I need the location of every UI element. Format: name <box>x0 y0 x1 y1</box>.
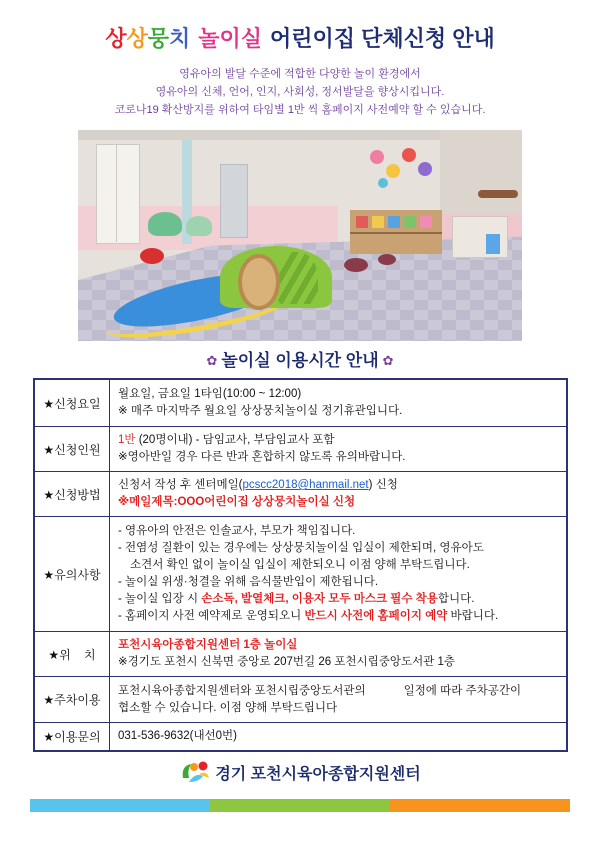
photo-flower-decor <box>370 150 384 164</box>
content-text: 협소할 수 있습니다. 이점 양해 부탁드립니다 <box>118 701 338 714</box>
content-line <box>118 574 560 591</box>
highlight-text: 1반 <box>118 434 136 446</box>
row-content <box>110 723 566 750</box>
highlight-text: 포천시육아종합지원센터 1층 놀이실 <box>118 639 298 651</box>
content-text: - 영유아의 안전은 인솔교사, 부모가 책임집니다. <box>118 525 356 537</box>
content-line <box>118 432 560 449</box>
photo-elephant-decor <box>148 212 182 236</box>
row-label: ★신청인원 <box>35 427 110 471</box>
row-content <box>110 632 566 676</box>
footer <box>0 758 600 786</box>
row-content <box>110 677 566 722</box>
content-text: 신청서 작성 후 센터메일( <box>118 479 243 491</box>
highlight-text: ※메일제목:OOO어린이집 상상뭉치놀이실 신청 <box>118 496 356 508</box>
content-text: 바랍니다. <box>447 610 499 622</box>
row-label: ★위 치 <box>35 632 110 676</box>
photo-mound-stripes <box>278 252 318 304</box>
content-line <box>118 654 560 671</box>
content-text: ) 신청 <box>368 479 398 491</box>
title-char: 뭉 <box>147 26 169 51</box>
highlight-text: 반드시 사전에 홈페이지 예약 <box>304 610 448 622</box>
photo-flower-decor <box>378 178 388 188</box>
flower-icon: ✿ <box>382 353 394 368</box>
photo-door-split <box>116 144 117 242</box>
content-line <box>118 523 560 540</box>
organization-name: 경기 포천시육아종합지원센터 <box>215 765 421 783</box>
table-row <box>35 472 566 517</box>
content-text: (20명이내) - 담임교사, 부담임교사 포함 <box>135 434 335 446</box>
photo-flower-decor <box>386 164 400 178</box>
photo-toy <box>404 216 416 228</box>
photo-branch-decor <box>478 190 518 198</box>
section-heading-text: 놀이실 이용시간 안내 <box>221 351 379 370</box>
content-text: - 놀이실 입장 시 <box>118 593 202 605</box>
table-row <box>35 632 566 677</box>
flower-icon: ✿ <box>206 353 218 368</box>
bottom-color-bars <box>30 799 570 812</box>
table-row <box>35 380 566 427</box>
content-text: - 홈페이지 사전 예약제로 운영되오니 <box>118 610 305 622</box>
intro-text <box>0 65 600 119</box>
content-text: 합니다. <box>437 593 475 605</box>
intro-line: 코로나19 확산방지를 위하여 타임별 1반 씩 홈페이지 사전예약 할 수 있습니다. <box>114 104 486 116</box>
content-text: 일정에 따라 주차공간이 <box>403 684 522 697</box>
row-label: ★신청요일 <box>35 380 110 426</box>
photo-toy <box>420 216 432 228</box>
photo-elephant-decor <box>186 216 212 236</box>
photo-toy <box>372 216 384 228</box>
content-text: ※경기도 포천시 신북면 중앙로 207번길 26 포천시립중앙도서관 1층 <box>118 656 455 668</box>
row-content <box>110 517 566 631</box>
content-text: 월요일, 금요일 1타임(10:00 ~ 12:00) <box>118 388 302 400</box>
photo-shelf-board <box>350 232 442 234</box>
photo-door <box>96 144 140 244</box>
content-line <box>118 477 560 494</box>
title-rest: 어린이집 단체신청 안내 <box>270 26 495 51</box>
photo-window <box>220 164 248 238</box>
photo-flower-decor <box>402 148 416 162</box>
photo-round-seat <box>344 258 368 272</box>
playroom-photo <box>78 130 522 341</box>
photo-toy <box>388 216 400 228</box>
content-text: 포천시육아종합지원센터와 포천시립중앙도서관의 <box>118 684 366 697</box>
row-label: ★신청방법 <box>35 472 110 516</box>
content-line <box>118 683 560 700</box>
color-bar-orange <box>390 799 570 812</box>
content-line <box>118 591 560 608</box>
intro-line: 영유아의 신체, 언어, 인지, 사회성, 정서발달을 향상시킵니다. <box>155 86 445 98</box>
photo-round-seat <box>378 254 396 265</box>
title-brand <box>105 26 190 51</box>
color-bar-green <box>210 799 390 812</box>
row-label: ★이용문의 <box>35 723 110 750</box>
row-content <box>110 472 566 516</box>
email-link[interactable]: pcscc2018@hanmail.net <box>242 479 369 491</box>
title-char: 상 <box>105 26 127 51</box>
content-text: - 놀이실 위생·청결을 위해 음식물반입이 제한됩니다. <box>118 576 379 588</box>
table-row <box>35 517 566 632</box>
title-char: 치 <box>169 26 191 51</box>
content-line <box>118 728 560 745</box>
phone-number: 031-536-9632(내선0번) <box>118 730 237 742</box>
usage-info-table <box>33 378 568 752</box>
title-char: 상 <box>126 26 148 51</box>
content-line <box>118 637 560 654</box>
content-line <box>118 540 560 557</box>
content-text: - 전염성 질환이 있는 경우에는 상상뭉치놀이실 입실이 제한되며, 영유아도 <box>118 542 484 554</box>
color-bar-blue <box>30 799 210 812</box>
photo-flower-decor <box>418 162 432 176</box>
content-line <box>118 494 560 511</box>
content-line <box>118 386 560 403</box>
page-title <box>0 24 600 54</box>
photo-chair <box>486 234 500 254</box>
table-row <box>35 723 566 750</box>
content-line <box>118 449 560 466</box>
row-content <box>110 427 566 471</box>
title-place: 놀이실 <box>198 26 263 51</box>
table-row <box>35 427 566 472</box>
center-logo-icon <box>179 758 211 786</box>
row-content <box>110 380 566 426</box>
content-text: ※ 매주 마지막주 월요일 상상뭉치놀이실 정기휴관입니다. <box>118 405 403 417</box>
photo-wooden-tunnel <box>238 254 280 310</box>
photo-toy <box>356 216 368 228</box>
content-line <box>118 608 560 625</box>
intro-line: 영유아의 발달 수준에 적합한 다양한 놀이 환경에서 <box>179 68 421 80</box>
highlight-text: 손소독, 발열체크, 이용자 모두 마스크 필수 착용 <box>201 593 438 605</box>
row-label: ★주차이용 <box>35 677 110 722</box>
content-text: 소견서 확인 없이 놀이실 입실이 제한되오니 이점 양해 부탁드립니다. <box>130 559 470 571</box>
content-text: ※영아반일 경우 다른 반과 혼합하지 않도록 유의바랍니다. <box>118 451 406 463</box>
content-line <box>118 403 560 420</box>
row-label: ★유의사항 <box>35 517 110 631</box>
section-heading <box>0 350 600 372</box>
table-row <box>35 677 566 723</box>
content-line <box>118 557 560 574</box>
content-line <box>118 700 560 717</box>
photo-ladybug-decor <box>140 248 164 264</box>
